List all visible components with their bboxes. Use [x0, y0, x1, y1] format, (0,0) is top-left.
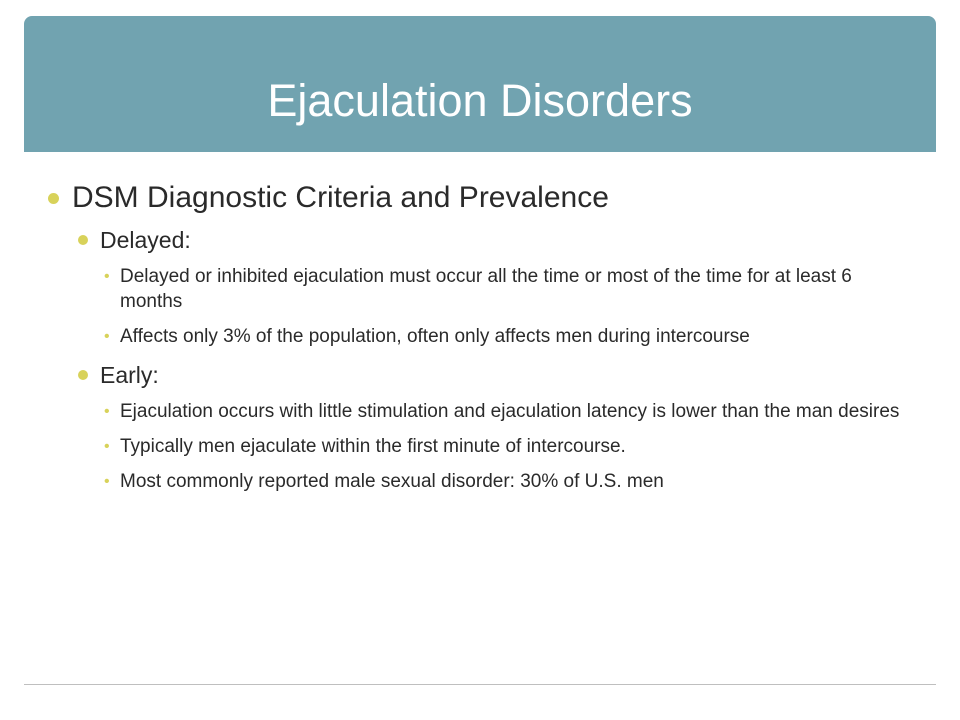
list-item-text: Affects only 3% of the population, often only affects men during intercourse [120, 326, 750, 347]
section-early [78, 361, 918, 389]
slide-title: Ejaculation Disorders [267, 75, 693, 126]
bullet-icon: • [104, 438, 110, 455]
bullet-dot-icon [78, 235, 88, 245]
section-label: Early: [100, 362, 159, 388]
bullet-icon: • [104, 473, 110, 490]
list-item [102, 434, 918, 459]
bullet-dot-icon [48, 193, 59, 204]
section-delayed [78, 226, 918, 254]
list-item [102, 469, 918, 494]
slide-content [48, 180, 918, 504]
list-item-text: Most commonly reported male sexual disorder: 30% of U.S. men [120, 471, 664, 492]
heading-text: DSM Diagnostic Criteria and Prevalence [72, 181, 609, 214]
title-bar [24, 16, 936, 152]
section-label: Delayed: [100, 227, 191, 253]
bullet-heading [48, 180, 918, 216]
list-item-text: Ejaculation occurs with little stimulation and ejaculation latency is lower than the man desires [120, 401, 900, 422]
list-item [102, 264, 918, 314]
bullet-icon: • [104, 268, 110, 285]
list-item [102, 399, 918, 424]
bullet-icon: • [104, 403, 110, 420]
list-item-text: Delayed or inhibited ejaculation must occur all the time or most of the time for at least 6 months [120, 266, 852, 312]
bullet-icon: • [104, 328, 110, 345]
footer-divider [24, 684, 936, 685]
list-item [102, 324, 918, 349]
bullet-dot-icon [78, 370, 88, 380]
list-item-text: Typically men ejaculate within the first minute of intercourse. [120, 436, 626, 457]
